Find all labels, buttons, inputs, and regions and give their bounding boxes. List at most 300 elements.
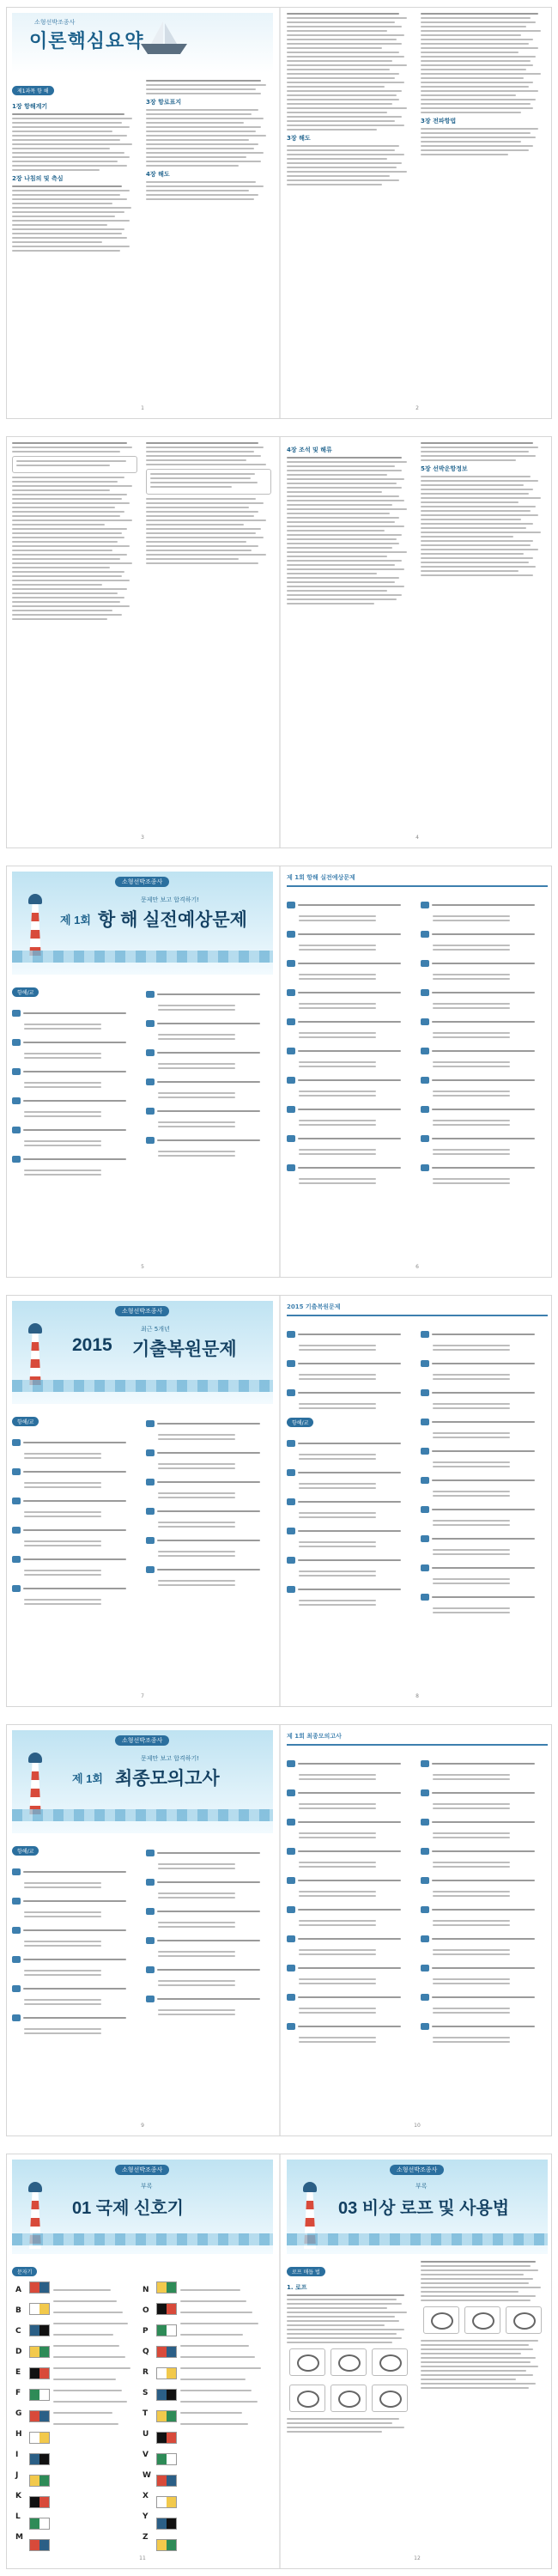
question-column-2 <box>421 1321 546 1616</box>
kicker-text: 문제만 보고 합격하기! <box>141 896 200 903</box>
question-column-1 <box>287 1321 412 1608</box>
signal-flag-icon <box>156 2303 177 2315</box>
practice-title: 항 해 실전예상문제 <box>98 910 247 930</box>
question-number <box>287 1469 295 1476</box>
brand-label: 소형선박조종사 <box>115 2165 169 2175</box>
flag-meaning-line <box>180 2312 252 2313</box>
question-number <box>421 1389 429 1396</box>
question-number <box>287 2023 295 2030</box>
question-number <box>146 1449 155 1456</box>
page-number: 7 <box>141 1693 144 1699</box>
question-number <box>12 1985 21 1992</box>
title-banner <box>12 872 273 975</box>
flag-letter: G <box>15 2409 22 2418</box>
question-number <box>146 1137 155 1144</box>
question-number <box>421 1935 429 1942</box>
question-number <box>146 1537 155 1544</box>
question-number <box>12 1498 21 1504</box>
knot-figure <box>289 2348 325 2376</box>
spread-theory-continued <box>6 436 552 848</box>
question-column-2 <box>421 892 546 1187</box>
question-number <box>287 902 295 908</box>
wave-decoration <box>12 1380 273 1392</box>
info-box <box>146 469 271 495</box>
flag-letter: P <box>143 2327 149 2336</box>
signal-flag-icon <box>29 2389 50 2401</box>
signal-flag-icon <box>156 2453 177 2465</box>
flag-meaning-line <box>53 2423 118 2425</box>
flag-column-left <box>29 2281 50 2561</box>
rope-subheading: 1. 로프 <box>287 2284 307 2291</box>
spread-gutter <box>279 2154 281 2568</box>
signal-flag-icon <box>156 2496 177 2508</box>
flag-letter: W <box>143 2471 151 2480</box>
brand-label: 소형선박조종사 <box>34 19 76 26</box>
flag-letter: A <box>15 2286 21 2294</box>
question-column-2 <box>146 1411 271 1589</box>
signal-flag-icon <box>29 2281 50 2293</box>
spread-gutter <box>279 8 281 418</box>
signal-flag-icon <box>29 2496 50 2508</box>
brand-label: 소형선박조종사 <box>115 1306 169 1316</box>
flag-letter: Z <box>143 2533 149 2542</box>
question-number <box>287 1877 295 1884</box>
chapter-pill: 제1과목 항 해 <box>12 86 54 95</box>
flag-letter: L <box>15 2512 21 2521</box>
page-number: 6 <box>415 1264 419 1270</box>
rope-usage-title: 03 비상 로프 및 사용법 <box>338 2199 510 2218</box>
signal-flag-icon <box>156 2346 177 2358</box>
running-header <box>287 1730 548 1746</box>
left-column-1 <box>12 442 137 623</box>
knot-figure <box>289 2385 325 2412</box>
question-number <box>421 1848 429 1855</box>
question-number <box>287 1528 295 1534</box>
question-number <box>287 1135 295 1142</box>
signal-flag-icon <box>156 2367 177 2379</box>
flag-letter: V <box>143 2451 149 2459</box>
question-number <box>287 1586 295 1593</box>
question-number <box>287 931 295 938</box>
page-left <box>12 13 273 413</box>
question-number <box>287 1048 295 1054</box>
question-number <box>287 1077 295 1084</box>
page-number: 12 <box>414 2555 421 2561</box>
question-number <box>146 1996 155 2002</box>
flag-meaning-line <box>180 2367 261 2369</box>
flag-meaning-line <box>180 2300 246 2302</box>
flag-table-body <box>12 2280 273 2563</box>
question-number <box>421 1535 429 1542</box>
question-number <box>146 1078 155 1085</box>
signal-flag-icon <box>29 2432 50 2444</box>
question-number <box>146 1420 155 1427</box>
flag-meaning-line <box>180 2323 258 2324</box>
signal-flag-icon <box>29 2367 50 2379</box>
page-number: 11 <box>139 2555 146 2561</box>
question-number <box>421 1360 429 1367</box>
question-number <box>421 902 429 908</box>
question-number <box>12 1927 21 1934</box>
question-number <box>12 1127 21 1133</box>
knot-figure <box>372 2348 408 2376</box>
question-number <box>287 1994 295 2001</box>
question-number <box>146 1966 155 1973</box>
question-number <box>287 1018 295 1025</box>
knot-figure <box>331 2385 367 2412</box>
page-right <box>287 1301 548 1701</box>
page-left <box>12 2160 273 2563</box>
spread-gutter <box>279 437 281 848</box>
question-column-2 <box>146 981 271 1159</box>
subject-pill: 항해/교 <box>12 1846 39 1856</box>
knot-illustrations <box>421 2304 546 2340</box>
question-number <box>12 1439 21 1446</box>
question-number <box>12 1468 21 1475</box>
question-number <box>421 989 429 996</box>
signal-flag-icon <box>29 2453 50 2465</box>
flag-letter: J <box>15 2471 19 2480</box>
flag-meaning-line <box>53 2334 113 2336</box>
running-header <box>287 872 548 887</box>
signal-flag-icon <box>29 2475 50 2487</box>
flag-letter: B <box>15 2306 21 2315</box>
brand-label: 소형선박조종사 <box>115 1735 169 1746</box>
left-column-1 <box>12 80 137 254</box>
question-number <box>421 1789 429 1796</box>
question-number <box>287 989 295 996</box>
ship-icon <box>141 20 187 54</box>
flag-meaning-line <box>180 2412 242 2414</box>
info-box <box>12 456 137 473</box>
flag-letter: U <box>143 2430 149 2439</box>
flag-meaning-line <box>53 2390 122 2391</box>
signal-flag-icon <box>29 2410 50 2422</box>
page-right <box>287 442 548 842</box>
flag-letter: F <box>15 2389 21 2397</box>
title-banner <box>12 2160 273 2254</box>
flag-meaning-line <box>53 2323 128 2324</box>
flag-letter: H <box>15 2430 22 2439</box>
section-heading: 4장 조석 및 해류 <box>287 447 332 453</box>
running-header-title: 제 1회 최종모의고사 <box>287 1733 342 1740</box>
question-number <box>421 1906 429 1913</box>
signal-flag-icon <box>156 2410 177 2422</box>
subject-pill: 로프 매듭 법 <box>287 2267 325 2276</box>
question-number <box>287 1848 295 1855</box>
left-column-2 <box>146 442 271 567</box>
subject-pill: 항해/교 <box>12 987 39 997</box>
brand-label: 소형선박조종사 <box>115 877 169 887</box>
page-right <box>287 1730 548 2130</box>
question-number <box>287 1819 295 1826</box>
signal-flag-icon <box>156 2539 177 2551</box>
appendix-kicker: 부록 <box>415 2183 428 2190</box>
question-number <box>421 1164 429 1171</box>
page-number: 4 <box>415 835 419 841</box>
question-number <box>421 1419 429 1425</box>
spread-practice-questions <box>6 866 552 1278</box>
flag-meaning-line <box>53 2312 123 2313</box>
question-number <box>146 1879 155 1886</box>
letter-column-right <box>143 2280 151 2548</box>
running-header <box>287 1301 548 1316</box>
question-number <box>146 1479 155 1485</box>
signal-flag-icon <box>156 2432 177 2444</box>
question-number <box>12 1010 21 1017</box>
page-number: 10 <box>414 2123 421 2129</box>
signal-flag-icon <box>29 2539 50 2551</box>
flag-meaning-line <box>180 2289 240 2291</box>
question-number <box>421 1448 429 1455</box>
flag-meaning-line <box>180 2345 249 2347</box>
spread-final-mock-exam <box>6 1724 552 2136</box>
rope-column-2 <box>421 2261 546 2391</box>
appendix-kicker: 부록 <box>141 2183 153 2190</box>
question-number <box>12 1868 21 1875</box>
question-number <box>12 2014 21 2021</box>
wave-decoration <box>12 951 273 963</box>
flag-letter: I <box>15 2451 19 2459</box>
section-heading: 3장 항로표지 <box>146 99 182 106</box>
flag-meaning-line <box>180 2379 246 2380</box>
question-number <box>12 1956 21 1963</box>
section-heading: 3장 해도 <box>287 135 311 142</box>
question-number <box>12 1068 21 1075</box>
flag-meaning-line <box>180 2423 248 2425</box>
signal-flag-icon <box>29 2324 50 2336</box>
flag-meaning-column-left <box>53 2280 136 2434</box>
question-number <box>146 1937 155 1944</box>
signal-flags-title: 01 국제 신호기 <box>72 2199 184 2218</box>
question-number <box>421 1077 429 1084</box>
round-number: 제 1회 <box>60 914 91 927</box>
question-number <box>287 1498 295 1505</box>
flag-letter: R <box>143 2368 149 2377</box>
flag-letter: C <box>15 2327 21 2336</box>
question-number <box>146 1908 155 1915</box>
flag-letter: N <box>143 2286 149 2294</box>
flag-meaning-line <box>180 2356 255 2358</box>
spread-theory-summary <box>6 7 552 419</box>
question-number <box>287 1360 295 1367</box>
question-number <box>287 1331 295 1338</box>
knot-figure <box>506 2306 542 2334</box>
page-number: 1 <box>141 405 144 411</box>
subject-pill: 항해/교 <box>287 1418 313 1427</box>
question-number <box>146 1049 155 1056</box>
question-number <box>287 1440 295 1447</box>
question-number <box>146 1566 155 1573</box>
question-column-2 <box>421 1751 546 2045</box>
flag-letter: D <box>15 2348 22 2356</box>
signal-flag-icon <box>29 2518 50 2530</box>
flag-letter: Q <box>143 2348 149 2356</box>
question-number <box>12 1097 21 1104</box>
section-heading: 2장 나침의 및 측심 <box>12 175 64 182</box>
signal-flag-icon <box>156 2518 177 2530</box>
question-number <box>421 1018 429 1025</box>
question-number <box>421 2023 429 2030</box>
question-number <box>421 1594 429 1601</box>
flag-meaning-line <box>53 2379 116 2380</box>
past-exam-title: 기출복원문제 <box>132 1340 237 1359</box>
spread-gutter <box>279 1725 281 2136</box>
signal-flag-icon <box>156 2389 177 2401</box>
theory-summary-title: 이론핵심요약 <box>29 30 144 52</box>
right-column-2 <box>421 442 546 579</box>
question-number <box>287 1789 295 1796</box>
signal-flags-table <box>12 2261 273 2563</box>
letter-column-left <box>15 2280 23 2548</box>
flag-letter: O <box>143 2306 149 2315</box>
running-header-title: 제 1회 항해 실전예상문제 <box>287 874 355 881</box>
question-number <box>146 1108 155 1115</box>
flag-letter: T <box>143 2409 149 2418</box>
section-heading: 5장 선박운항정보 <box>421 465 468 472</box>
title-banner <box>12 1730 273 1833</box>
section-heading: 1장 항해계기 <box>12 103 48 110</box>
question-number <box>287 1760 295 1767</box>
subject-pill: 문자기 <box>12 2267 37 2276</box>
spread-gutter <box>279 866 281 1277</box>
knot-figure <box>423 2306 459 2334</box>
question-number <box>287 1557 295 1564</box>
flag-meaning-column-right <box>180 2280 266 2434</box>
flag-meaning-line <box>53 2289 111 2291</box>
question-number <box>146 1508 155 1515</box>
left-column-2 <box>146 80 271 203</box>
knot-figure <box>331 2348 367 2376</box>
question-number <box>421 1819 429 1826</box>
question-column-2 <box>146 1840 271 2018</box>
question-number <box>421 1564 429 1571</box>
question-number <box>421 1135 429 1142</box>
question-number <box>287 1935 295 1942</box>
right-column-2 <box>421 13 546 158</box>
flag-meaning-line <box>53 2300 117 2302</box>
question-number <box>421 1477 429 1484</box>
question-number <box>421 1994 429 2001</box>
question-number <box>12 1898 21 1905</box>
question-number <box>287 960 295 967</box>
exam-year: 2015 <box>72 1335 112 1355</box>
spread-gutter <box>279 1296 281 1706</box>
subject-pill: 항해/교 <box>12 1417 39 1426</box>
section-heading: 3장 전파항법 <box>421 118 457 125</box>
question-number <box>421 1106 429 1113</box>
page-number: 5 <box>141 1264 144 1270</box>
flag-letter: S <box>143 2389 149 2397</box>
brand-label: 소형선박조종사 <box>390 2165 444 2175</box>
signal-flag-icon <box>156 2324 177 2336</box>
question-number <box>421 931 429 938</box>
flag-letter: Y <box>143 2512 149 2521</box>
question-number <box>287 1164 295 1171</box>
question-number <box>146 1850 155 1856</box>
flag-meaning-line <box>180 2390 252 2391</box>
question-number <box>287 1389 295 1396</box>
wave-decoration <box>287 2233 548 2245</box>
question-column-1 <box>12 981 137 1178</box>
page-left <box>12 1730 273 2130</box>
flag-letter: X <box>143 2492 149 2500</box>
signal-flag-icon <box>156 2475 177 2487</box>
question-number <box>421 960 429 967</box>
page-right <box>287 13 548 413</box>
spread-appendix <box>6 2154 552 2569</box>
flag-letter: M <box>15 2533 23 2542</box>
signal-flag-icon <box>29 2303 50 2315</box>
right-column-1 <box>287 442 412 607</box>
page-number: 2 <box>415 405 419 411</box>
flag-meaning-line <box>53 2367 130 2369</box>
question-number <box>421 1331 429 1338</box>
wave-decoration <box>12 2233 273 2245</box>
title-banner <box>12 13 273 73</box>
question-column-1 <box>12 1840 137 2037</box>
question-number <box>421 1048 429 1054</box>
title-banner <box>12 1301 273 1404</box>
knot-figure <box>372 2385 408 2412</box>
flag-meaning-line <box>180 2401 258 2403</box>
page-number: 8 <box>415 1693 419 1699</box>
question-column-1 <box>287 892 412 1187</box>
question-number <box>12 1527 21 1534</box>
page-right <box>287 872 548 1272</box>
round-number: 제 1회 <box>72 1772 103 1785</box>
question-number <box>287 1965 295 1971</box>
section-heading: 4장 해도 <box>146 171 170 178</box>
flag-column-right <box>156 2281 177 2561</box>
question-column-1 <box>12 1411 137 1607</box>
question-number <box>12 1156 21 1163</box>
page-number: 9 <box>141 2123 144 2129</box>
mock-exam-title: 최종모의고사 <box>115 1769 220 1789</box>
flag-letter: E <box>15 2368 21 2377</box>
question-number <box>287 1106 295 1113</box>
spread-past-exam <box>6 1295 552 1707</box>
flag-meaning-line <box>53 2345 119 2347</box>
flag-meaning-line <box>53 2401 127 2403</box>
question-number <box>287 1906 295 1913</box>
question-number <box>421 1877 429 1884</box>
kicker-text: 최근 5개년 <box>141 1326 170 1333</box>
kicker-text: 문제만 보고 합격하기! <box>141 1755 200 1762</box>
page-left <box>12 442 273 842</box>
signal-flag-icon <box>156 2281 177 2293</box>
page-right <box>287 2160 548 2563</box>
question-column-1 <box>287 1751 412 2045</box>
flag-letter: K <box>15 2492 21 2500</box>
page-number: 3 <box>141 835 144 841</box>
question-number <box>146 1020 155 1027</box>
flag-meaning-line <box>180 2334 243 2336</box>
question-number <box>12 1039 21 1046</box>
flag-meaning-line <box>53 2412 112 2414</box>
wave-decoration <box>12 1809 273 1821</box>
signal-flag-icon <box>29 2346 50 2358</box>
flag-meaning-line <box>53 2356 125 2358</box>
question-number <box>421 1760 429 1767</box>
question-number <box>146 991 155 998</box>
question-number <box>421 1506 429 1513</box>
title-banner <box>287 2160 548 2254</box>
rope-column-1 <box>287 2261 412 2435</box>
question-number <box>12 1585 21 1592</box>
question-number <box>421 1965 429 1971</box>
right-column-1 <box>287 13 412 188</box>
